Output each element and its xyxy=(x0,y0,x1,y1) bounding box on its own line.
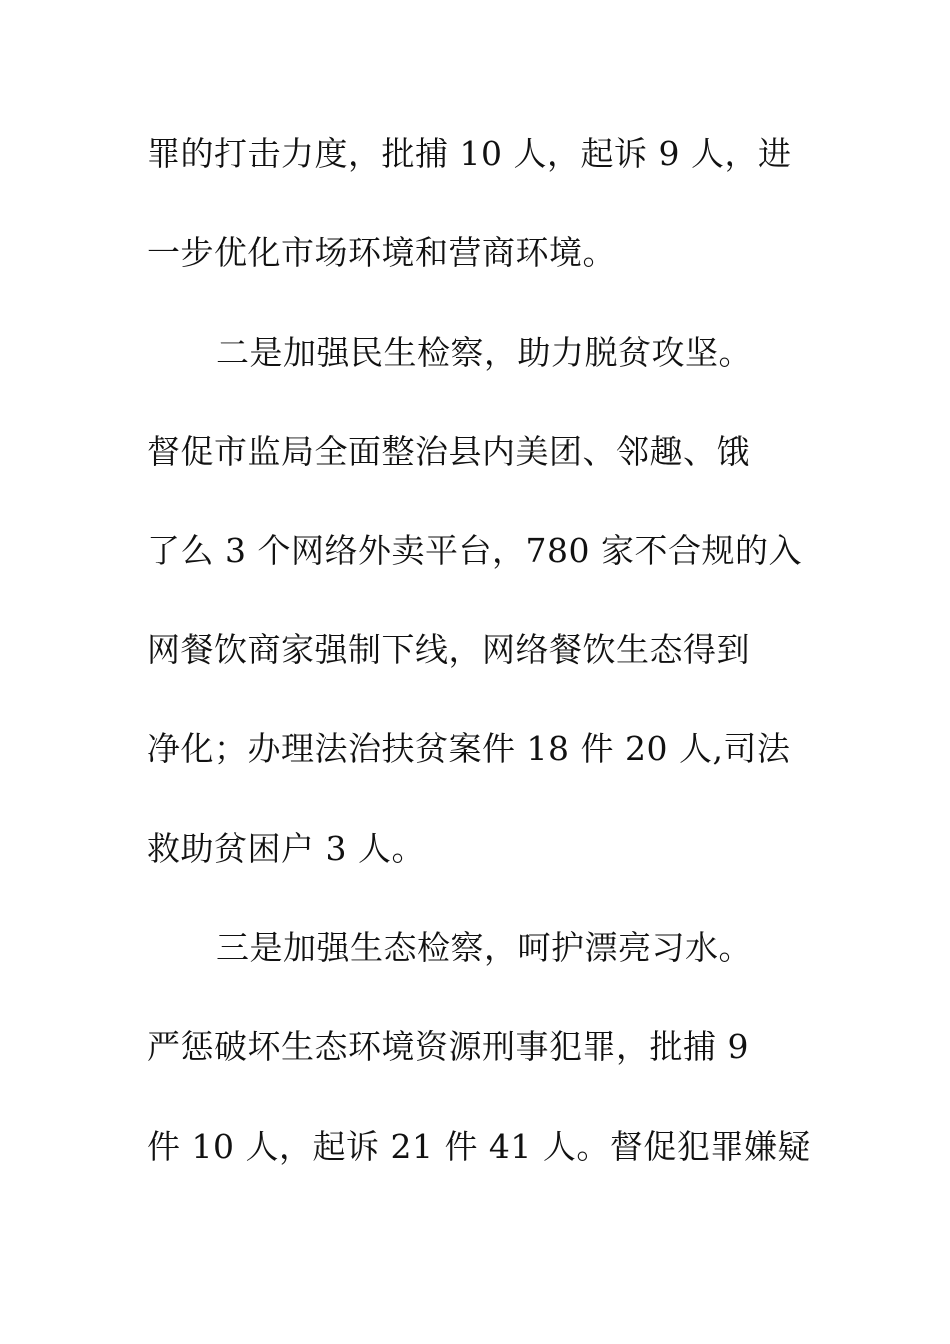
text-line: 救助贫困户 3 人。 xyxy=(147,829,425,868)
text-line: 一步优化市场环境和营商环境。 xyxy=(147,233,616,272)
text-line: 件 10 人，起诉 21 件 41 人。督促犯罪嫌疑 xyxy=(147,1127,811,1166)
paragraph-heading-line: 二是加强民生检察，助力脱贫攻坚。 xyxy=(216,333,752,372)
text-line: 督促市监局全面整治县内美团、邻趣、饿 xyxy=(147,432,750,471)
text-line: 了么 3 个网络外卖平台，780 家不合规的入 xyxy=(147,531,802,570)
paragraph-heading-line: 三是加强生态检察，呵护漂亮习水。 xyxy=(216,928,752,967)
text-line: 罪的打击力度，批捕 10 人，起诉 9 人，进 xyxy=(147,134,792,173)
text-line: 净化；办理法治扶贫案件 18 件 20 人,司法 xyxy=(147,729,791,768)
text-line: 严惩破坏生态环境资源刑事犯罪，批捕 9 xyxy=(147,1027,749,1066)
text-line: 网餐饮商家强制下线，网络餐饮生态得到 xyxy=(147,630,750,669)
